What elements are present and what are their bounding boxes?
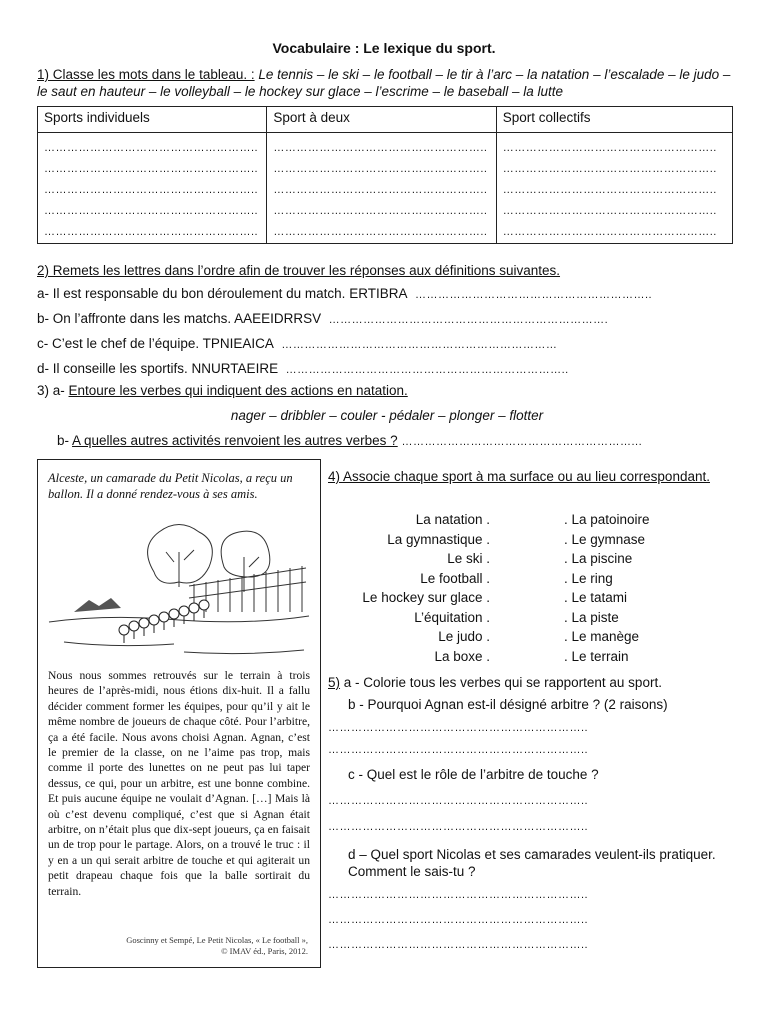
sport-item[interactable]: Le judo .	[438, 629, 490, 644]
match-row	[328, 571, 733, 591]
col-header-individuels: Sports individuels	[38, 107, 267, 133]
q3b-question: A quelles autres activités renvoient les autres verbes ?	[72, 433, 398, 448]
q4-matching-list	[328, 512, 733, 668]
q1-word-list: Le tennis – le ski – le football – le tir à l’arc – la natation – l’escalade – le judo – le saut en hauteur – le volleyball – le hockey sur glace – l’escrime – le baseball – la lutte	[37, 67, 731, 99]
q2-item-b	[37, 307, 737, 332]
question-3	[37, 378, 737, 455]
q3-verb-list[interactable]: nager – dribbler – couler - pédaler – plonger – flotter	[230, 408, 544, 423]
sport-item[interactable]: La gymnastique .	[387, 531, 490, 547]
answer-line: ………………………………………………..	[502, 163, 717, 175]
q5d-answer-line[interactable]: …………………………………………………………..	[328, 914, 589, 926]
q2-item-a	[37, 282, 737, 307]
q5b-question: b - Pourquoi Agnan est-il désigné arbitre ? (2 raisons)	[348, 697, 668, 712]
place-item[interactable]: . Le gymnase	[564, 531, 646, 547]
q5d-answer-line[interactable]: …………………………………………………………..	[328, 939, 589, 951]
credit-line-2: © IMAV éd., Paris, 2012.	[221, 946, 308, 956]
match-row	[328, 649, 733, 669]
q5b-answer-line[interactable]: …………………………………………………………..	[328, 744, 589, 756]
football-illustration	[44, 512, 314, 662]
q1-heading: 1) Classe les mots dans le tableau. :	[37, 67, 255, 82]
sport-item[interactable]: Le football .	[420, 570, 490, 586]
answer-line: ………………………………………………..	[273, 163, 488, 175]
place-item[interactable]: . Le ring	[564, 570, 613, 586]
match-row	[328, 532, 733, 552]
match-row	[328, 512, 733, 532]
sport-item[interactable]: L’équitation .	[414, 609, 490, 625]
col-header-a-deux: Sport à deux	[267, 107, 496, 133]
q3a-prefix: 3) a-	[37, 383, 69, 398]
answer-cell-individuels[interactable]	[38, 133, 267, 244]
sports-table	[37, 106, 733, 244]
q3a-line	[37, 378, 737, 403]
answer-line: ………………………………………………..	[273, 226, 488, 238]
answer-cell-collectifs[interactable]	[496, 133, 732, 244]
q3b-prefix: b-	[57, 433, 73, 448]
answer-line: ………………………………………………..	[273, 142, 488, 154]
answer-line: ………………………………………………..	[44, 184, 259, 196]
credit-line-1: Goscinny et Sempé, Le Petit Nicolas, « Le football »,	[126, 935, 308, 945]
q3a-instruction: Entoure les verbes qui indiquent des actions en natation.	[68, 383, 408, 398]
q5-number: 5)	[328, 675, 341, 690]
q2-answer-dots[interactable]: ………………………………………………………………	[281, 339, 558, 351]
place-item[interactable]: . La piste	[564, 609, 619, 625]
col-header-collectifs: Sport collectifs	[496, 107, 732, 133]
place-item[interactable]: . Le tatami	[564, 590, 628, 605]
sport-item[interactable]: La boxe .	[434, 648, 490, 664]
q2-heading: 2) Remets les lettres dans l’ordre afin de trouver les réponses aux définitions suivantes.	[37, 263, 561, 278]
story-intro: Alceste, un camarade du Petit Nicolas, a reçu un ballon. Il a donné rendez-vous à ses amis.	[48, 471, 293, 501]
answer-line: ………………………………………………..	[273, 205, 488, 217]
place-item[interactable]: . Le terrain	[564, 648, 629, 664]
q4-heading: 4) Associe chaque sport à ma surface ou au lieu correspondant.	[328, 469, 710, 484]
match-row	[328, 629, 733, 649]
story-excerpt-box	[37, 459, 321, 968]
q5d-answer-line[interactable]: …………………………………………………………..	[328, 889, 589, 901]
place-item[interactable]: . La piscine	[564, 551, 633, 566]
match-row	[328, 590, 733, 610]
answer-line: ………………………………………………..	[44, 205, 259, 217]
q5c-answer-line[interactable]: …………………………………………………………..	[328, 795, 589, 807]
q2-item-c	[37, 332, 737, 357]
q2-answer-dots[interactable]: ……………………………………………………………….	[328, 314, 609, 326]
q5a-line	[328, 673, 733, 692]
answer-line: ………………………………………………..	[502, 184, 717, 196]
q2-answer-dots[interactable]: ……………………………………………………..	[414, 289, 653, 301]
q5c-question: c - Quel est le rôle de l’arbitre de touche ?	[348, 767, 599, 782]
answer-cell-a-deux[interactable]	[267, 133, 496, 244]
q2-item-text: b- On l’affronte dans les matchs. AAEEIDRRSV	[37, 311, 322, 326]
answer-line: ………………………………………………..	[502, 205, 717, 217]
match-row	[328, 610, 733, 630]
q3b-line	[37, 428, 737, 455]
q2-answer-dots[interactable]: ………………………………………………………………..	[285, 364, 569, 376]
sport-item[interactable]: Le ski .	[447, 551, 490, 566]
answer-line: ………………………………………………..	[44, 163, 259, 175]
q2-item-text: c- C’est le chef de l’équipe. TPNIEAICA	[37, 336, 274, 351]
place-item[interactable]: . La patoinoire	[564, 512, 650, 527]
answer-line: ………………………………………………..	[502, 142, 717, 154]
q5d-question: d – Quel sport Nicolas et ses camarades veulent-ils pratiquer. Comment le sais-tu ?	[348, 847, 716, 879]
page-title: Vocabulaire : Le lexique du sport.	[272, 40, 496, 56]
q3b-answer-dots[interactable]: ……………………………………………………...	[401, 436, 643, 448]
question-5	[328, 673, 733, 958]
answer-line: ………………………………………………..	[502, 226, 717, 238]
answer-line: ………………………………………………..	[44, 226, 259, 238]
story-credit	[88, 935, 308, 957]
answer-line: ………………………………………………..	[273, 184, 488, 196]
question-2	[37, 259, 737, 382]
q5b-answer-line[interactable]: …………………………………………………………..	[328, 722, 589, 734]
question-1	[37, 66, 737, 100]
sport-item[interactable]: Le hockey sur glace .	[362, 590, 490, 605]
sport-item[interactable]: La natation .	[415, 512, 490, 527]
place-item[interactable]: . Le manège	[564, 629, 640, 644]
q2-item-text: a- Il est responsable du bon déroulement du match. ERTIBRA	[37, 286, 408, 301]
q5a-instruction: a - Colorie tous les verbes qui se rapportent au sport.	[343, 675, 662, 690]
answer-line: ………………………………………………..	[44, 142, 259, 154]
match-row	[328, 551, 733, 571]
q2-item-text: d- Il conseille les sportifs. NNURTAEIRE	[37, 361, 279, 376]
story-text: Nous nous sommes retrouvés sur le terrain à trois heures de l’après-midi, nous étions dix-huit. Il a fallu décider comment former les équipes, pour qu’il y ait le même nombre de joueurs de chaque côté. Pour l’arbitre, ça a été facile. Nous avons choisi Agnan. Agnan, c’est le premier de la classe, on ne l’aime pas trop, mais comme il porte des lunettes on ne peut pas lui taper dessus, ce qui, pour un arbitre, est une bonne combine. Et puis aucune équipe ne voulait d’Agnan. […] Mais là où c’est devenu compliqué, c’est que si Agnan était arbitre, on n’était plus que dix-sept joueurs, ça en faisait un de trop pour le partage. Alors, on a trouvé le truc : il y en a un qui serait arbitre de touche et qui agiterait un petit drapeau chaque fois que la balle sortirait du terrain.	[48, 669, 310, 898]
q5c-answer-line[interactable]: …………………………………………………………..	[328, 821, 589, 833]
